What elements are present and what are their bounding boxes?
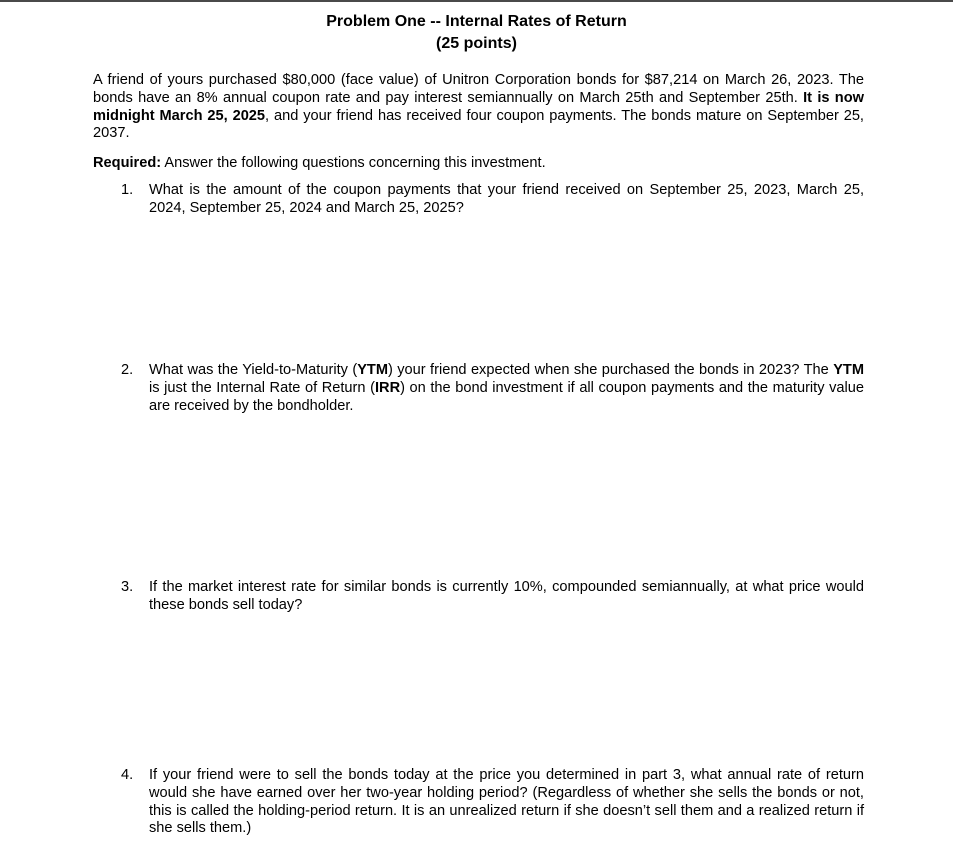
question-text	[149, 362, 864, 415]
question-bold-term: IRR	[374, 379, 401, 396]
required-text: Answer the following questions concerning this investment.	[161, 155, 546, 171]
question-4	[121, 767, 864, 838]
page-title: Problem One -- Internal Rates of Return	[326, 13, 627, 30]
intro-text-a: A friend of yours purchased $80,000 (face value) of Unitron Corporation bonds for $87,214 on March 26, 2023. The bonds have an 8% annual coupon rate and pay interest semiannually on March 25th and September 25th.	[93, 72, 864, 106]
question-text-part: What was the Yield-to-Maturity (	[149, 362, 358, 378]
question-number: 1.	[121, 182, 134, 198]
page-points: (25 points)	[436, 35, 517, 52]
question-text-part: is just the Internal Rate of Return (	[149, 379, 375, 396]
question-text-part: ) on the bond investment if all coupon payments and the maturity value are received by the bondholder.	[149, 379, 864, 414]
top-border-rule	[0, 0, 953, 2]
intro-paragraph	[93, 72, 864, 143]
question-text-part: ) your friend expected when she purchased the bonds in 2023? The	[388, 362, 834, 378]
question-1	[121, 182, 864, 218]
question-number: 3.	[121, 579, 134, 595]
intro-text-b: , and your friend has received four coupon payments. The bonds mature on September 25, 2037.	[93, 107, 864, 142]
question-number: 4.	[121, 767, 134, 783]
required-label: Required:	[93, 155, 162, 171]
question-bold-term: YTM	[833, 362, 864, 378]
required-line	[93, 155, 864, 173]
question-text: If your friend were to sell the bonds today at the price you determined in part 3, what annual rate of return would she have earned over her two-year holding period? (Regardless of whether she sells the bonds or not, this is called the holding-period return. It is an unrealized return if she doesn’t sell them and a realized return if she sells them.)	[149, 767, 864, 837]
question-2	[121, 362, 864, 415]
question-text: If the market interest rate for similar bonds is currently 10%, compounded semiannually, at what price would these bonds sell today?	[149, 579, 864, 613]
intro-bold-text: It is now midnight March 25, 2025	[93, 89, 864, 124]
question-3	[121, 579, 864, 615]
question-text: What is the amount of the coupon payments that your friend received on September 25, 2023, March 25, 2024, September 25, 2024 and March 25, 2025?	[149, 182, 864, 216]
question-bold-term: YTM	[357, 362, 388, 378]
question-number: 2.	[121, 362, 134, 378]
